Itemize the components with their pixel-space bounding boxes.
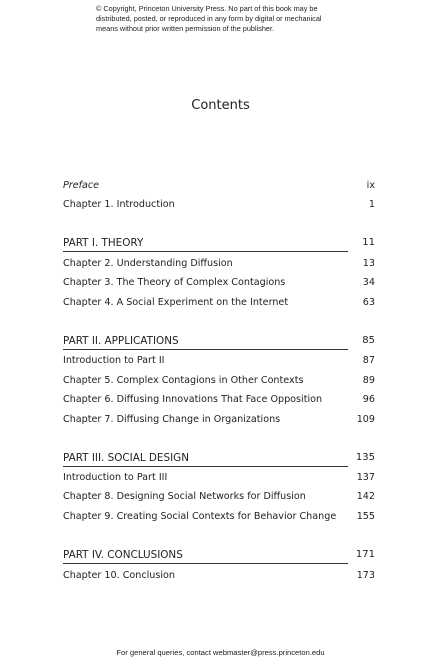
toc-entry-label: Chapter 6. Diffusing Innovations That Face Opposition bbox=[63, 394, 323, 405]
toc-entry-chapter-1[interactable] bbox=[63, 198, 375, 212]
toc-entry-page: 173 bbox=[356, 570, 375, 581]
toc-entry-label: Chapter 7. Diffusing Change in Organizations bbox=[63, 414, 281, 425]
page-title: Contents bbox=[191, 98, 250, 113]
toc-entry-page: 142 bbox=[356, 491, 375, 502]
toc-entry-chapter-5[interactable] bbox=[63, 374, 375, 388]
toc-entry-page: 96 bbox=[362, 394, 375, 405]
toc-entry-chapter-8[interactable] bbox=[63, 490, 375, 504]
toc-part-page: 11 bbox=[362, 237, 375, 248]
toc-entry-label: Preface bbox=[63, 180, 100, 191]
copyright-line-3: means without prior written permission of the publisher. bbox=[96, 23, 275, 33]
part-divider bbox=[63, 563, 348, 564]
copyright-notice bbox=[96, 4, 396, 33]
toc-entry-label: Chapter 8. Designing Social Networks for Diffusion bbox=[63, 491, 306, 502]
toc-entry-page: 109 bbox=[356, 414, 375, 425]
toc-entry-label: Chapter 5. Complex Contagions in Other Contexts bbox=[63, 375, 304, 386]
toc-part-page: 135 bbox=[355, 452, 375, 463]
toc-entry-page: 155 bbox=[356, 511, 375, 522]
toc-entry-intro-part-2[interactable] bbox=[63, 354, 375, 368]
toc-entry-page: 63 bbox=[362, 297, 375, 308]
toc-entry-page: 137 bbox=[356, 472, 375, 483]
toc-entry-label: Chapter 1. Introduction bbox=[63, 199, 175, 210]
toc-part-label: PART III. SOCIAL DESIGN bbox=[63, 452, 189, 464]
toc-entry-chapter-2[interactable] bbox=[63, 257, 375, 271]
copyright-line-2: distributed, posted, or reproduced in any form by digital or mechanical bbox=[96, 13, 322, 23]
toc-entry-chapter-4[interactable] bbox=[63, 296, 375, 310]
toc-part-4-heading[interactable] bbox=[63, 548, 375, 562]
toc-part-2-heading[interactable] bbox=[63, 334, 375, 348]
toc-part-1-heading[interactable] bbox=[63, 236, 375, 250]
toc-entry-label: Introduction to Part III bbox=[63, 472, 168, 483]
toc-entry-chapter-10[interactable] bbox=[63, 569, 375, 583]
toc-part-label: PART IV. CONCLUSIONS bbox=[63, 549, 183, 561]
toc-entry-label: Introduction to Part II bbox=[63, 355, 165, 366]
toc-part-page: 85 bbox=[362, 335, 375, 346]
toc-entry-chapter-7[interactable] bbox=[63, 413, 375, 427]
toc-entry-preface[interactable] bbox=[63, 179, 375, 193]
toc-entry-page: 89 bbox=[362, 375, 375, 386]
toc-entry-intro-part-3[interactable] bbox=[63, 471, 375, 485]
toc-part-3-heading[interactable] bbox=[63, 451, 375, 465]
toc-entry-page: ix bbox=[366, 180, 375, 191]
toc-entry-label: Chapter 10. Conclusion bbox=[63, 570, 175, 581]
toc-entry-label: Chapter 2. Understanding Diffusion bbox=[63, 258, 233, 269]
toc-part-page: 171 bbox=[355, 549, 375, 560]
toc-entry-label: Chapter 3. The Theory of Complex Contagions bbox=[63, 277, 286, 288]
toc-entry-chapter-3[interactable] bbox=[63, 276, 375, 290]
part-divider bbox=[63, 251, 348, 252]
toc-entry-chapter-9[interactable] bbox=[63, 510, 375, 524]
toc-entry-page: 87 bbox=[362, 355, 375, 366]
toc-entry-label: Chapter 9. Creating Social Contexts for Behavior Change bbox=[63, 511, 337, 522]
toc-part-label: PART II. APPLICATIONS bbox=[63, 335, 179, 347]
part-divider bbox=[63, 466, 348, 467]
toc-entry-chapter-6[interactable] bbox=[63, 393, 375, 407]
toc-part-label: PART I. THEORY bbox=[63, 237, 144, 249]
footer-contact: For general queries, contact webmaster@press.princeton.edu bbox=[116, 648, 325, 657]
toc-entry-page: 1 bbox=[368, 199, 375, 210]
toc-entry-page: 13 bbox=[362, 258, 375, 269]
copyright-line-1: © Copyright, Princeton University Press. No part of this book may be bbox=[96, 4, 318, 13]
toc-entry-label: Chapter 4. A Social Experiment on the Internet bbox=[63, 297, 289, 308]
toc-entry-page: 34 bbox=[362, 277, 375, 288]
part-divider bbox=[63, 349, 348, 350]
